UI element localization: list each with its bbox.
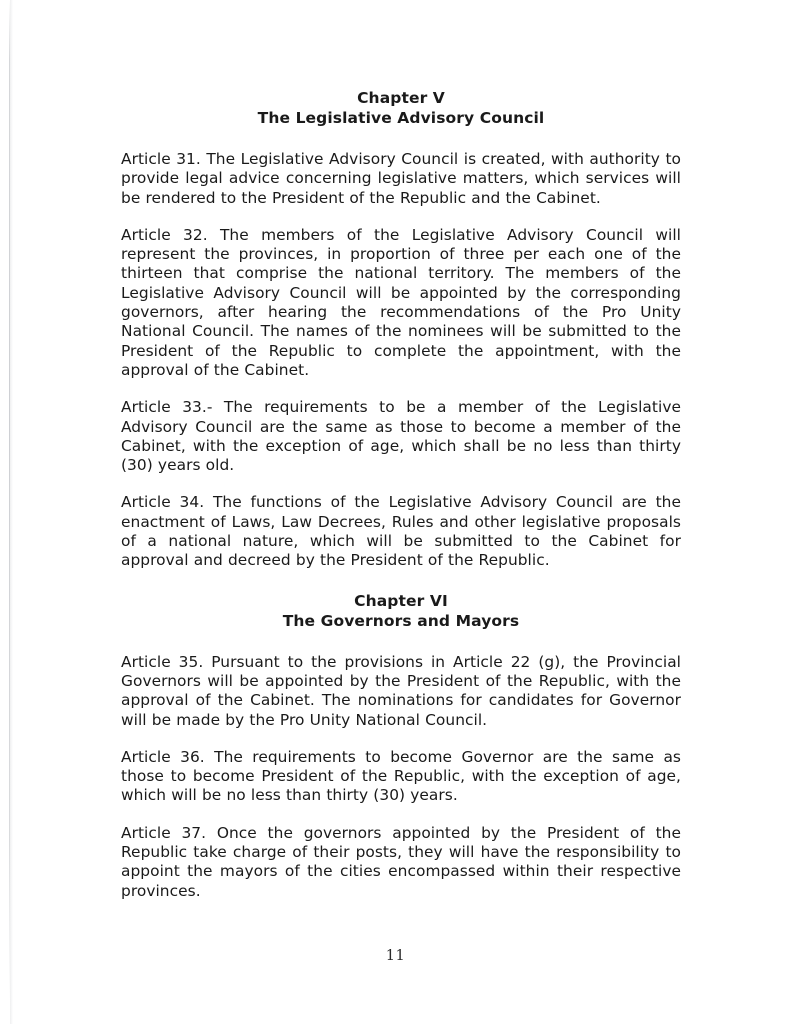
article-34-paragraph: Article 34. The functions of the Legislative Advisory Council are the enactment of Laws, Law Decrees, Rules and other legislative proposals of a national nature, which will be submitted to the Cabinet for approval and decreed by the President of the Republic. xyxy=(121,493,681,570)
article-32-paragraph: Article 32. The members of the Legislative Advisory Council will represent the provinces, in proportion of three per each one of the thirteen that comprise the national territory. The members of the Legislative Advisory Council will be appointed by the corresponding governors, after hearing the recommendations of the Pro Unity National Council. The names of the nominees will be submitted to the President of the Republic to complete the appointment, with the approval of the Cabinet. xyxy=(121,225,681,379)
article-35-paragraph: Article 35. Pursuant to the provisions in Article 22 (g), the Provincial Governors will be appointed by the President of the Republic, with the approval of the Cabinet. The nominations for candidates for Governor will be made by the Pro Unity National Council. xyxy=(121,652,681,729)
article-36-paragraph: Article 36. The requirements to become Governor are the same as those to become President of the Republic, with the exception of age, which will be no less than thirty (30) years. xyxy=(121,747,681,805)
page-number: 11 xyxy=(385,948,406,964)
chapter-number-v: Chapter V xyxy=(357,89,445,107)
article-37-paragraph: Article 37. Once the governors appointed by the President of the Republic take charge of their posts, they will have the responsibility to appoint the mayors of the cities encompassed within their respective provinces. xyxy=(121,823,681,900)
chapter-title-vi: The Governors and Mayors xyxy=(282,611,520,630)
article-33-paragraph: Article 33.- The requirements to be a member of the Legislative Advisory Council are the same as those to become a member of the Cabinet, with the exception of age, which shall be no less than thirty (30) years old. xyxy=(121,398,681,475)
chapter-heading-v xyxy=(121,88,681,128)
chapter-title-v: The Legislative Advisory Council xyxy=(257,109,545,127)
page-text-column xyxy=(121,0,681,901)
chapter-number-vi: Chapter VI xyxy=(354,591,448,610)
scan-edge-artifact-soft xyxy=(10,0,13,1024)
chapter-heading-vi xyxy=(121,591,681,631)
article-31-paragraph: Article 31. The Legislative Advisory Council is created, with authority to provide legal advice concerning legislative matters, which services will be rendered to the President of the Republic and the Cabinet. xyxy=(121,150,681,207)
